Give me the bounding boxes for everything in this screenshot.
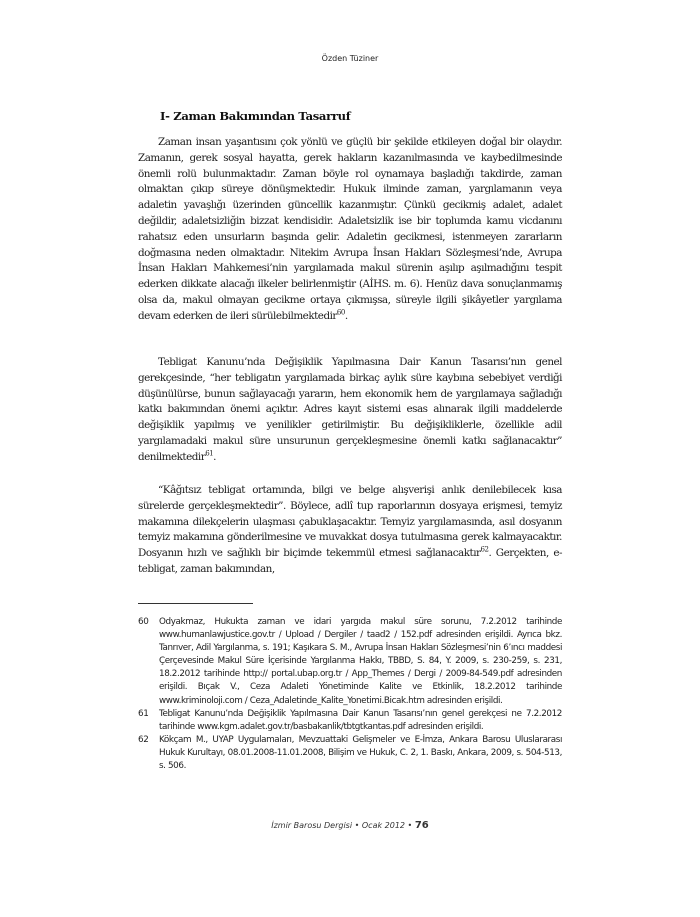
footnote-ref-62[interactable]: 62: [480, 545, 489, 554]
footnote-60: [138, 616, 562, 708]
paragraph-text: Zaman insan yaşantısını çok yönlü ve güçlü bir şekilde etkileyen doğal bir olaydır. Zamanın, gerek sosyal hayatta, gerek hakların kazanılmasında ve kaybedilmesinde önemli rolü bulunmaktadır. Zaman böyle rol oynamaya başladığı takdirde, zaman olmaktan çıkıp süreye dönüşmektedir. Hukuk ilminde zaman, yargılamanın veya adaletin yavaşlığı üzerinden güncellik kazanmıştır. Çünkü gecikmiş adalet, adalet değildir, adaletsizliğin bizzat kendisidir. Adaletsizlik ise bir toplumda kamu vicdanını rahatsız eden unsurların başında gelir. Adaletin gecikmesi, istenmeyen zararların doğmasına neden olmaktadır. Nitekim Avrupa İnsan Hakları Sözleşmesi’nde, Avrupa İnsan Hakları Mahkemesi’nin yargılamada makul sürenin aşılıp aşılmadığını tespit ederken dikkate alacağı ilkeler belirlenmiştir (AİHS. m. 6). Henüz dava sonuçlanmamış olsa da, makul olmayan gecikme ortaya çıkmışsa, süreyle ilgili şikâyetler yargılama devam ederken de ileri sürülebilmektedir: [138, 136, 562, 322]
paragraph-tail: . Gerçekten, e-tebligat, zaman bakımından,: [138, 547, 562, 575]
page-number: 76: [414, 820, 429, 831]
body-paragraph-2: Tebligat Kanunu’nda Değişiklik Yapılmasına Dair Kanun Tasarısı’nın genel gerekçesinde, “her tebligatın yargılamada birkaç aylık süre kaybına sebebiyet verdiği düşünülürse, bunun sağlayacağı yararın, hem ekonomik hem de yargılamaya sağladığı katkı bakımından önemi açıktır. Adres kayıt sistemi esas alınarak ilgili maddelerde değişiklik yapılmış ve yenilikler getirilmiştir. Bu değişikliklerle, özellikle adil yargılamadaki makul süre unsurunun gerçekleşmesine önemli katkı sağlanacaktır” denilmektedir$^{61}$.: [138, 356, 562, 463]
footnote-text: Odyakmaz, Hukukta zaman ve idari yargıda makul süre sorunu, 7.2.2012 tarihinde www.humanlawjustice.gov.tr / Upload / Dergiler / taad2 / 152.pdf adresinden erişildi. Ayrıca bkz. Tanrıver, Adil Yargılanma, s. 191; Kaşıkara S. M., Avrupa İnsan Hakları Sözleşmesi’nin 6’ıncı maddesi Çerçevesinde Makul Süre İçerisinde Yargılanma Hakkı, TBBD, S. 84, Y. 2009, s. 230-259, s. 231, 18.2.2012 tarihinde http:// portal.ubap.org.tr / App_Themes / Dergi / 2009-84-549.pdf adresinden erişildi. Bıçak V., Ceza Adaleti Yönetiminde Kalite ve Etkinlik, 18.2.2012 tarihinde www.kriminoloji.com / Ceza_Adaletinde_Kalite_Yonetimi.Bicak.htm adresinden erişildi.: [159, 617, 562, 706]
footnote-number: 60: [138, 617, 149, 627]
footnote-ref-61[interactable]: 61: [205, 449, 214, 458]
footnote-61: [138, 708, 562, 734]
issue-date: Ocak 2012: [361, 821, 406, 830]
footer-separator: •: [352, 821, 362, 830]
body-paragraph-3: [138, 483, 562, 578]
footnote-text: Tebligat Kanunu’nda Değişiklik Yapılmasına Dair Kanun Tasarısı’nın genel gerekçesi ne 7.2.2012 tarihinde www.kgm.adalet.gov.tr/basbakanlik/tbtgtkantas.pdf adresinden erişildi.: [159, 708, 562, 732]
footnote-number: 62: [138, 734, 149, 745]
page-footer: [0, 820, 700, 831]
footnote-number: 61: [138, 708, 149, 719]
journal-name: İzmir Barosu Dergisi: [271, 821, 353, 830]
running-head-author: Özden Tüziner: [321, 54, 379, 63]
paragraph-text: Tebligat Kanunu’nda Değişiklik Yapılmasına Dair Kanun Tasarısı’nın genel gerekçesinde, “her tebligatın yargılamada birkaç aylık süre kaybına sebebiyet verdiği düşünülürse, bunun sağlayacağı yararın, hem ekonomik hem de yargılamaya sağladığı katkı bakımından önemi açıktır. Adres kayıt sistemi esas alınarak ilgili maddelerde değişiklik yapılmış ve yenilikler getirilmiştir. Bu değişikliklerle, özellikle adil yargılamadaki makul süre unsurunun gerçekleşmesine önemli katkı sağlanacaktır” denilmektedir: [138, 356, 562, 463]
paragraph-text: “Kâğıtsız tebligat ortamında, bilgi ve belge alışverişi anlık denilebilecek kısa sürelerde gerçekleşmektedir”. Böylece, adlî tup raporlarının dosyaya erişmesi, temyiz makamına dilekçelerin ulaşması çabuklaşacaktır. Temyiz yargılamasında, asıl dosyanın temyiz makamına gönderilmesine ve muvakkat dosya tutulmasına gerek kalmayacaktır. Dosyanın hızlı ve sağlıklı bir biçimde tekemmül etmesi sağlanacaktır: [138, 484, 562, 560]
footnote-ref-60[interactable]: 60: [336, 308, 345, 317]
body-paragraph-1: Zaman insan yaşantısını çok yönlü ve güçlü bir şekilde etkileyen doğal bir olaydır. Zamanın, gerek sosyal hayatta, gerek hakların kazanılmasında ve kaybedilmesinde önemli rolü bulunmaktadır. Zaman böyle rol oynamaya başladığı takdirde, zaman olmaktan çıkıp süreye dönüşmektedir. Hukuk ilminde zaman, yargılamanın veya adaletin yavaşlığı üzerinden güncellik kazanmıştır. Çünkü gecikmiş adalet, adalet değildir, adaletsizliğin bizzat kendisidir. Adaletsizlik ise bir toplumda kamu vicdanını rahatsız eden unsurların başında gelir. Adaletin gecikmesi, istenmeyen zararların doğmasına neden olmaktadır. Nitekim Avrupa İnsan Hakları Sözleşmesi’nde, Avrupa İnsan Hakları Mahkemesi’nin yargılamada makul sürenin aşılıp aşılmadığını tespit ederken dikkate alacağı ilkeler belirlenmiştir (AİHS. m. 6). Henüz dava sonuçlanmamış olsa da, makul olmayan gecikme ortaya çıkmışsa, süreyle ilgili şikâyetler yargılama devam ederken de ileri sürülebilmektedir$^{60}$.: [138, 136, 562, 322]
section-heading: I- Zaman Bakımından Tasarruf: [160, 109, 351, 123]
footnote-separator: [138, 603, 253, 604]
footnote-text: Kökçam M., UYAP Uygulamaları, Mevzuattaki Gelişmeler ve E-İmza, Ankara Barosu Uluslararası Hukuk Kurultayı, 08.01.2008-11.01.2008, Bilişim ve Hukuk, C. 2, 1. Baskı, Ankara, 2009, s. 504-513, s. 506.: [159, 734, 562, 772]
footer-separator: •: [405, 821, 415, 830]
footnote-62: [138, 734, 562, 773]
footnotes: [138, 616, 562, 773]
